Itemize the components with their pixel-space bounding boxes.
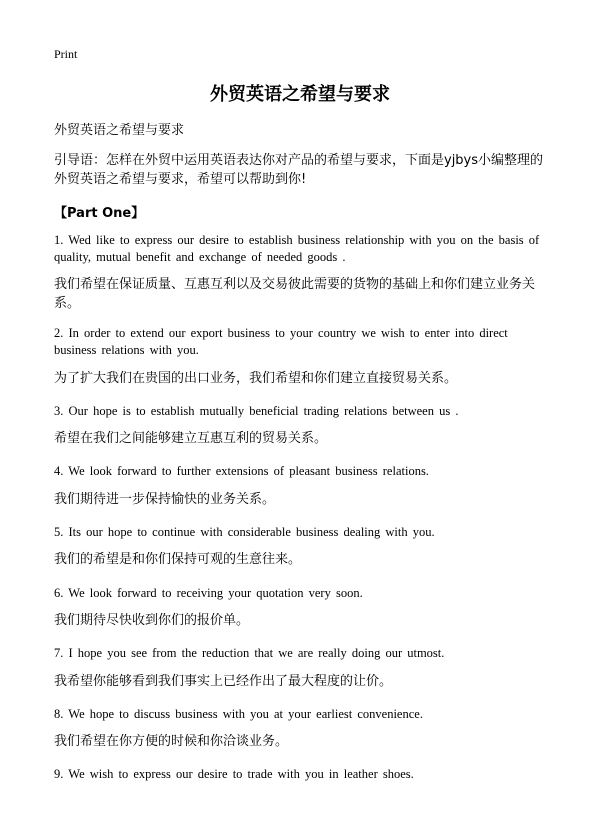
- item-5-chinese: 我们的希望是和你们保持可观的生意往来。: [54, 552, 302, 567]
- item-1-english: 1. Wed like to express our desire to establish business relationship with you on the basis of quality, mutual benefit and exchange of needed goods .: [54, 233, 540, 264]
- item-4-chinese: 我们期待进一步保持愉快的业务关系。: [54, 492, 276, 507]
- part-heading: 【Part One】: [54, 206, 145, 221]
- document-subtitle: 外贸英语之希望与要求: [54, 123, 185, 138]
- item-7-chinese: 我希望你能够看到我们事实上已经作出了最大程度的让价。: [54, 674, 393, 689]
- intro-paragraph: 引导语：怎样在外贸中运用英语表达你对产品的希望与要求，下面是yjbys小编整理的外贸英语之希望与要求，希望可以帮助到你!: [54, 153, 544, 187]
- item-3-english: 3. Our hope is to establish mutually beneficial trading relations between us .: [54, 404, 459, 418]
- item-6-chinese: 我们期待尽快收到你们的报价单。: [54, 613, 250, 628]
- print-link[interactable]: Print: [54, 47, 78, 61]
- item-5-english: 5. Its our hope to continue with considerable business dealing with you.: [54, 525, 435, 539]
- item-2-chinese: 为了扩大我们在贵国的出口业务，我们希望和你们建立直接贸易关系。: [54, 371, 458, 386]
- item-2-english: 2. In order to extend our export business to your country we wish to enter into direct business relations with you.: [54, 326, 508, 357]
- item-9-english: 9. We wish to express our desire to trade with you in leather shoes.: [54, 767, 414, 781]
- item-1-chinese: 我们希望在保证质量、互惠互利以及交易彼此需要的货物的基础上和你们建立业务关系。: [54, 277, 536, 311]
- item-4-english: 4. We look forward to further extensions of pleasant business relations.: [54, 464, 429, 478]
- item-7-english: 7. I hope you see from the reduction that we are really doing our utmost.: [54, 646, 445, 660]
- item-8-english: 8. We hope to discuss business with you at your earliest convenience.: [54, 707, 423, 721]
- item-6-english: 6. We look forward to receiving your quotation very soon.: [54, 586, 363, 600]
- item-3-chinese: 希望在我们之间能够建立互惠互利的贸易关系。: [54, 431, 328, 446]
- item-8-chinese: 我们希望在你方便的时候和你洽谈业务。: [54, 734, 289, 749]
- page-title: 外贸英语之希望与要求: [210, 84, 390, 105]
